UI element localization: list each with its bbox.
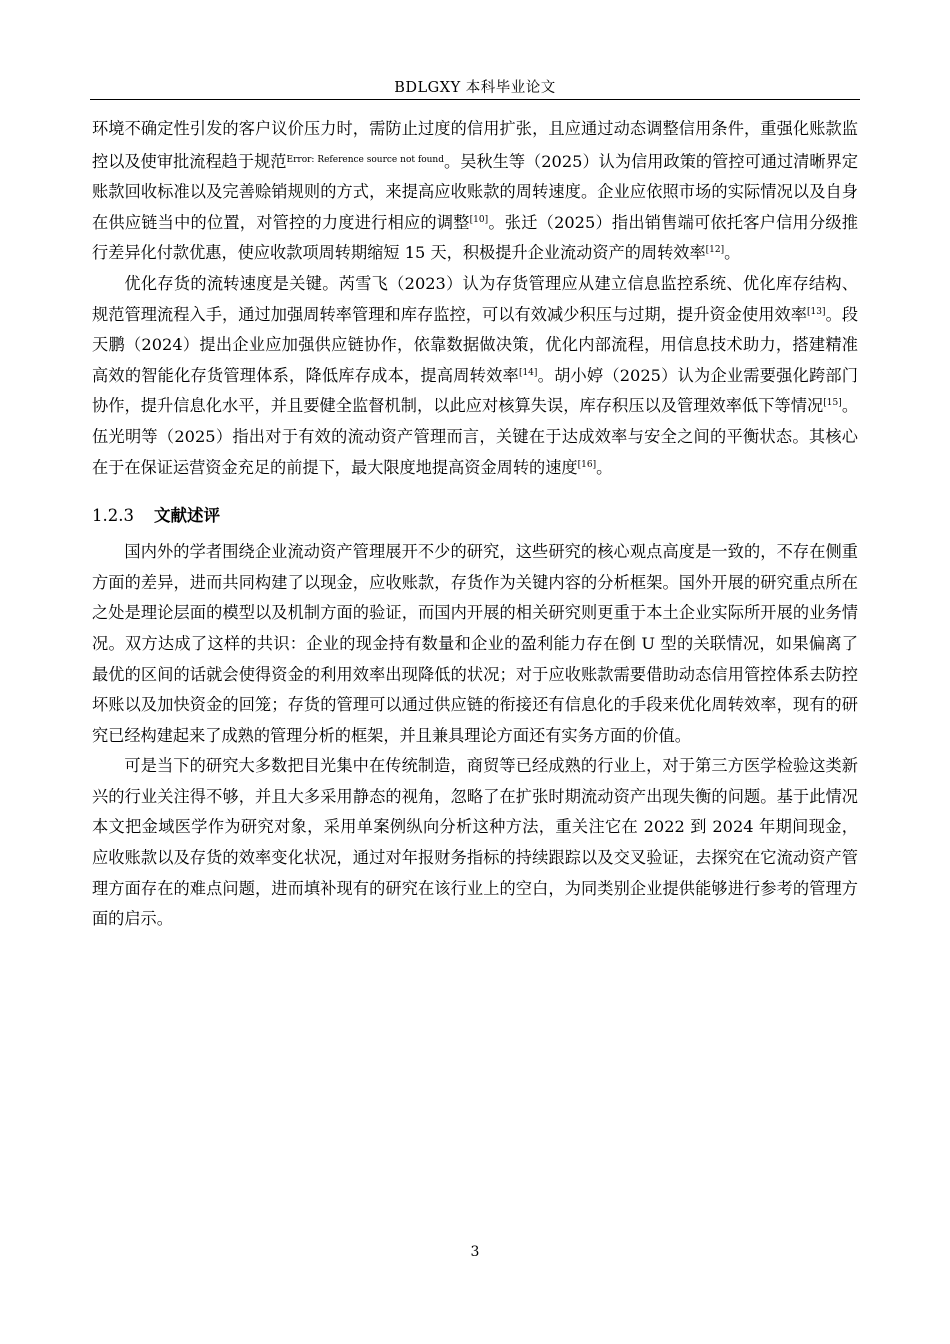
- section-number: 1.2.3: [92, 506, 134, 526]
- paragraph-3: 国内外的学者围绕企业流动资产管理展开不少的研究，这些研究的核心观点高度是一致的，不存在侧重方面的差异，进而共同构建了以现金，应收账款，存货作为关键内容的分析框架。国外开展的研究重点所在之处是理论层面的模型以及机制方面的验证，而国内开展的相关研究则更重于本土企业实际所开展的业务情况。双方达成了这样的共识：企业的现金持有数量和企业的盈利能力存在倒 U 型的关联情况，如果偏离了最优的区间的话就会使得资金的利用效率出现降低的状况；对于应收账款需要借助动态信用管控体系去防控坏账以及加快资金的回笼；存货的管理可以通过供应链的衔接还有信息化的手段来优化周转效率，现有的研究已经构建起来了成熟的管理分析的框架，并且兼具理论方面还有实务方面的价值。: [92, 542, 858, 745]
- page-number: 3: [470, 1244, 480, 1260]
- paragraph-2-text-b: 。段天鹏（2024）提出企业应加强供应链协作，依靠数据做决策，优化内部流程，用信息技术助力，搭建精准高效的智能化存货管理体系，降低库存成本，提高周转效率: [92, 304, 859, 385]
- paragraph-2: [92, 269, 858, 483]
- paragraph-2-text-c: 。胡小婷（2025）认为企业需要强化跨部门协作，提升信息化水平，并且要健全监督机制，以此应对核算失误，库存积压以及管理效率低下等情况: [92, 365, 858, 416]
- paragraph-2-text-d: 。伍光明等（2025）指出对于有效的流动资产管理而言，关键在于达成效率与安全之间的平衡状态。其核心在于在保证运营资金充足的前提下，最大限度地提高资金周转的速度: [92, 396, 859, 477]
- paragraph-1-text-c: 。张迁（2025）指出销售端可依托客户信用分级推行差异化付款优惠，使应收款项周转期缩短 15 天，积极提升企业流动资产的周转效率: [92, 212, 858, 263]
- paragraph-1: [92, 114, 858, 269]
- page-body: [92, 114, 858, 935]
- reference-error-text: Error: Reference source not found: [286, 154, 444, 165]
- section-title: 文献述评: [154, 506, 220, 526]
- citation-15: [15]: [823, 398, 842, 409]
- paragraph-4: 可是当下的研究大多数把目光集中在传统制造，商贸等已经成熟的行业上，对于第三方医学检验这类新兴的行业关注得不够，并且大多采用静态的视角，忽略了在扩张时期流动资产出现失衡的问题。基于此情况本文把金域医学作为研究对象，采用单案例纵向分析这种方法，重关注它在 2022 到 2024 年期间现金，应收账款以及存货的效率变化状况，通过对年报财务指标的持续跟踪以及交叉验证，去探究在它流动资产管理方面存在的难点问题，进而填补现有的研究在该行业上的空白，为同类别企业提供能够进行参考的管理方面的启示。: [92, 756, 858, 929]
- paragraph-2-text-a: 优化存货的流转速度是关键。芮雪飞（2023）认为存货管理应从建立信息监控系统、优化库存结构、规范管理流程入手，通过加强周转率管理和库存监控，可以有效减少积压与过期，提升资金使用效率: [92, 273, 858, 324]
- citation-10: [10]: [469, 214, 489, 225]
- paragraph-1-text-d: 。: [724, 243, 741, 263]
- citation-14: [14]: [518, 367, 538, 378]
- section-heading: [92, 501, 858, 531]
- header-rule: [90, 99, 860, 100]
- citation-13: [13]: [807, 306, 826, 317]
- paragraph-1-text-b: 。吴秋生等（2025）认为信用政策的管控可通过清晰界定账款回收标准以及完善赊销规则的方式，来提高应收账款的周转速度。企业应依照市场的实际情况以及自身在供应链当中的位置，对管控的力度进行相应的调整: [92, 151, 859, 232]
- paragraph-2-text-e: 。: [596, 457, 613, 477]
- citation-16: [16]: [577, 459, 597, 470]
- paragraph-1-text-a: 环境不确定性引发的客户议价压力时，需防止过度的信用扩张，且应通过动态调整信用条件，重强化账款监控以及使审批流程趋于规范: [92, 119, 858, 171]
- running-header: BDLGXY 本科毕业论文: [394, 80, 556, 96]
- citation-12: [12]: [705, 245, 725, 256]
